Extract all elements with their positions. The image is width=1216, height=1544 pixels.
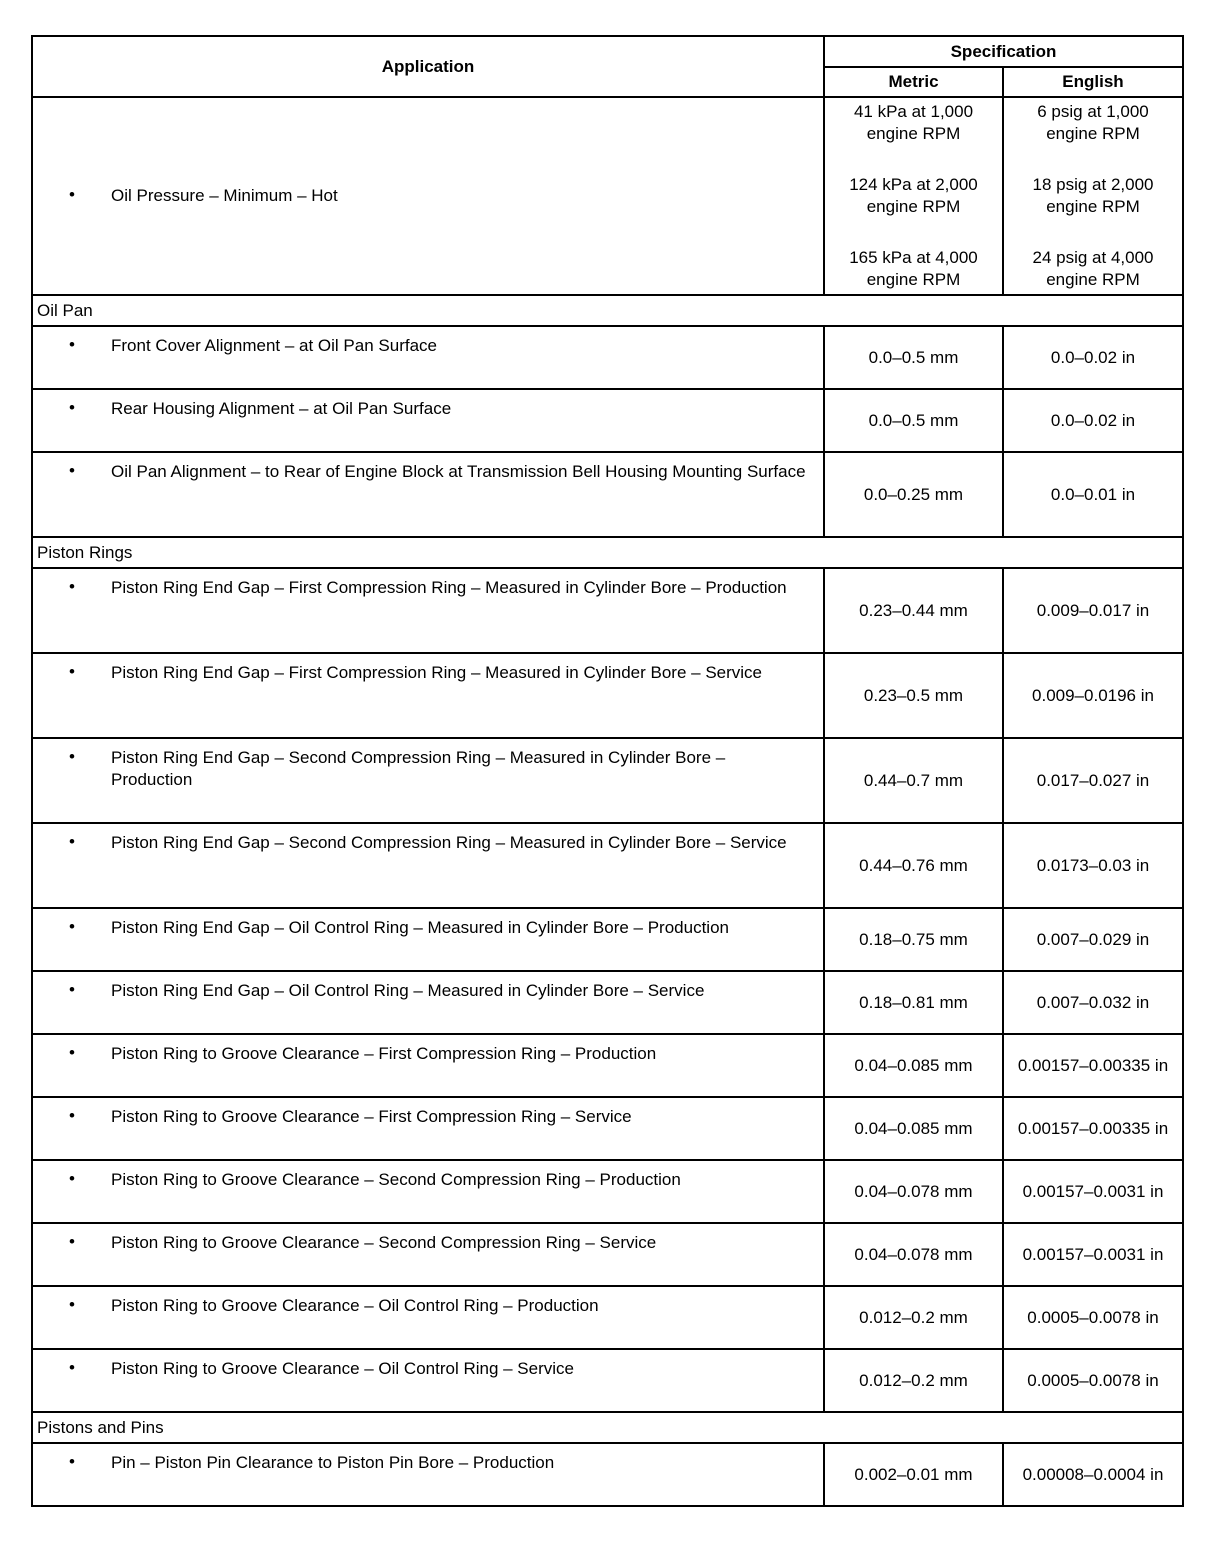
- section-row: [32, 537, 1183, 568]
- application-label: Piston Ring End Gap – Oil Control Ring – Measured in Cylinder Bore – Service: [111, 981, 705, 1000]
- section-title: Piston Rings: [32, 537, 1183, 568]
- english-value: 0.0005–0.0078 in: [1003, 1286, 1183, 1349]
- metric-value: 0.0–0.5 mm: [824, 326, 1003, 389]
- metric-value: 0.012–0.2 mm: [824, 1349, 1003, 1412]
- table-row: [32, 823, 1183, 908]
- english-value: 0.017–0.027 in: [1003, 738, 1183, 823]
- metric-value: 0.18–0.81 mm: [824, 971, 1003, 1034]
- table-row: [32, 1034, 1183, 1097]
- table-row: [32, 971, 1183, 1034]
- metric-value: 41 kPa at 1,000 engine RPM: [853, 102, 974, 143]
- english-cell: [1003, 97, 1183, 295]
- bullet-icon: •: [69, 335, 75, 354]
- table-row: [32, 1160, 1183, 1223]
- english-value: 0.00157–0.00335 in: [1003, 1097, 1183, 1160]
- bullet-icon: •: [69, 832, 75, 851]
- english-value: 0.009–0.017 in: [1003, 568, 1183, 653]
- application-label: Piston Ring to Groove Clearance – First Compression Ring – Service: [111, 1107, 632, 1126]
- bullet-icon: •: [69, 1169, 75, 1188]
- application-label: Oil Pressure – Minimum – Hot: [111, 186, 338, 205]
- metric-value: 0.23–0.44 mm: [824, 568, 1003, 653]
- english-value: 0.00157–0.00335 in: [1003, 1034, 1183, 1097]
- english-header: English: [1003, 67, 1183, 97]
- table-row: [32, 908, 1183, 971]
- table-row: [32, 1443, 1183, 1506]
- table-row: [32, 1223, 1183, 1286]
- application-label: Front Cover Alignment – at Oil Pan Surface: [111, 336, 437, 355]
- english-value: 18 psig at 2,000 engine RPM: [1032, 175, 1154, 216]
- specification-header: Specification: [824, 36, 1183, 67]
- application-header: Application: [32, 36, 824, 97]
- bullet-icon: •: [69, 1232, 75, 1251]
- application-label: Oil Pan Alignment – to Rear of Engine Block at Transmission Bell Housing Mounting Surface: [111, 462, 806, 481]
- metric-value: 0.23–0.5 mm: [824, 653, 1003, 738]
- application-label: Piston Ring End Gap – Oil Control Ring – Measured in Cylinder Bore – Production: [111, 918, 729, 937]
- application-label: Piston Ring End Gap – Second Compression Ring – Measured in Cylinder Bore – Service: [111, 833, 787, 852]
- table-row: [32, 389, 1183, 452]
- application-label: Piston Ring to Groove Clearance – Second Compression Ring – Service: [111, 1233, 657, 1252]
- section-title: Oil Pan: [32, 295, 1183, 326]
- metric-value: 0.002–0.01 mm: [824, 1443, 1003, 1506]
- bullet-icon: •: [69, 398, 75, 417]
- metric-value: 0.18–0.75 mm: [824, 908, 1003, 971]
- english-value: 24 psig at 4,000 engine RPM: [1032, 248, 1154, 289]
- table-row: [32, 568, 1183, 653]
- application-label: Piston Ring to Groove Clearance – Oil Control Ring – Service: [111, 1359, 574, 1378]
- bullet-icon: •: [69, 1358, 75, 1377]
- table-row: [32, 1349, 1183, 1412]
- specification-table: [31, 35, 1184, 1507]
- bullet-icon: •: [69, 747, 75, 766]
- english-value: 0.0–0.02 in: [1003, 326, 1183, 389]
- application-label: Rear Housing Alignment – at Oil Pan Surface: [111, 399, 452, 418]
- section-title: Pistons and Pins: [32, 1412, 1183, 1443]
- english-value: 0.0005–0.0078 in: [1003, 1349, 1183, 1412]
- bullet-icon: •: [69, 917, 75, 936]
- table-row: [32, 326, 1183, 389]
- english-value: 6 psig at 1,000 engine RPM: [1037, 102, 1149, 143]
- english-value: 0.00157–0.0031 in: [1003, 1223, 1183, 1286]
- metric-value: 0.44–0.7 mm: [824, 738, 1003, 823]
- bullet-icon: •: [69, 1452, 75, 1471]
- bullet-icon: •: [69, 1043, 75, 1062]
- metric-value: 0.0–0.25 mm: [824, 452, 1003, 537]
- application-label: Piston Ring to Groove Clearance – Second Compression Ring – Production: [111, 1170, 681, 1189]
- section-row: [32, 295, 1183, 326]
- metric-value: 0.04–0.085 mm: [824, 1034, 1003, 1097]
- section-row: [32, 1412, 1183, 1443]
- metric-value: 0.04–0.078 mm: [824, 1160, 1003, 1223]
- metric-value: 165 kPa at 4,000 engine RPM: [849, 248, 978, 289]
- table-row: [32, 97, 1183, 295]
- bullet-icon: •: [69, 461, 75, 480]
- application-label: Piston Ring End Gap – First Compression Ring – Measured in Cylinder Bore – Production: [111, 578, 787, 597]
- metric-value: 0.0–0.5 mm: [824, 389, 1003, 452]
- metric-value: 0.04–0.085 mm: [824, 1097, 1003, 1160]
- metric-value: 0.012–0.2 mm: [824, 1286, 1003, 1349]
- application-label: Piston Ring to Groove Clearance – Oil Control Ring – Production: [111, 1296, 599, 1315]
- english-value: 0.007–0.032 in: [1003, 971, 1183, 1034]
- bullet-icon: •: [69, 662, 75, 681]
- metric-value: 124 kPa at 2,000 engine RPM: [849, 175, 978, 216]
- bullet-icon: •: [69, 185, 75, 204]
- metric-value: 0.44–0.76 mm: [824, 823, 1003, 908]
- english-value: 0.00157–0.0031 in: [1003, 1160, 1183, 1223]
- english-value: 0.009–0.0196 in: [1003, 653, 1183, 738]
- english-value: 0.00008–0.0004 in: [1003, 1443, 1183, 1506]
- metric-value: 0.04–0.078 mm: [824, 1223, 1003, 1286]
- english-value: 0.007–0.029 in: [1003, 908, 1183, 971]
- table-row: [32, 1286, 1183, 1349]
- bullet-icon: •: [69, 1106, 75, 1125]
- bullet-icon: •: [69, 980, 75, 999]
- application-label: Piston Ring to Groove Clearance – First Compression Ring – Production: [111, 1044, 657, 1063]
- table-row: [32, 1097, 1183, 1160]
- application-label: Piston Ring End Gap – Second Compression Ring – Measured in Cylinder Bore – Production: [111, 748, 726, 789]
- bullet-icon: •: [69, 577, 75, 596]
- english-value: 0.0–0.01 in: [1003, 452, 1183, 537]
- application-cell: [32, 97, 824, 295]
- bullet-icon: •: [69, 1295, 75, 1314]
- table-row: [32, 738, 1183, 823]
- application-label: Pin – Piston Pin Clearance to Piston Pin Bore – Production: [111, 1453, 555, 1472]
- table-row: [32, 653, 1183, 738]
- metric-header: Metric: [824, 67, 1003, 97]
- metric-cell: [824, 97, 1003, 295]
- english-value: 0.0–0.02 in: [1003, 389, 1183, 452]
- application-label: Piston Ring End Gap – First Compression Ring – Measured in Cylinder Bore – Service: [111, 663, 763, 682]
- english-value: 0.0173–0.03 in: [1003, 823, 1183, 908]
- table-row: [32, 452, 1183, 537]
